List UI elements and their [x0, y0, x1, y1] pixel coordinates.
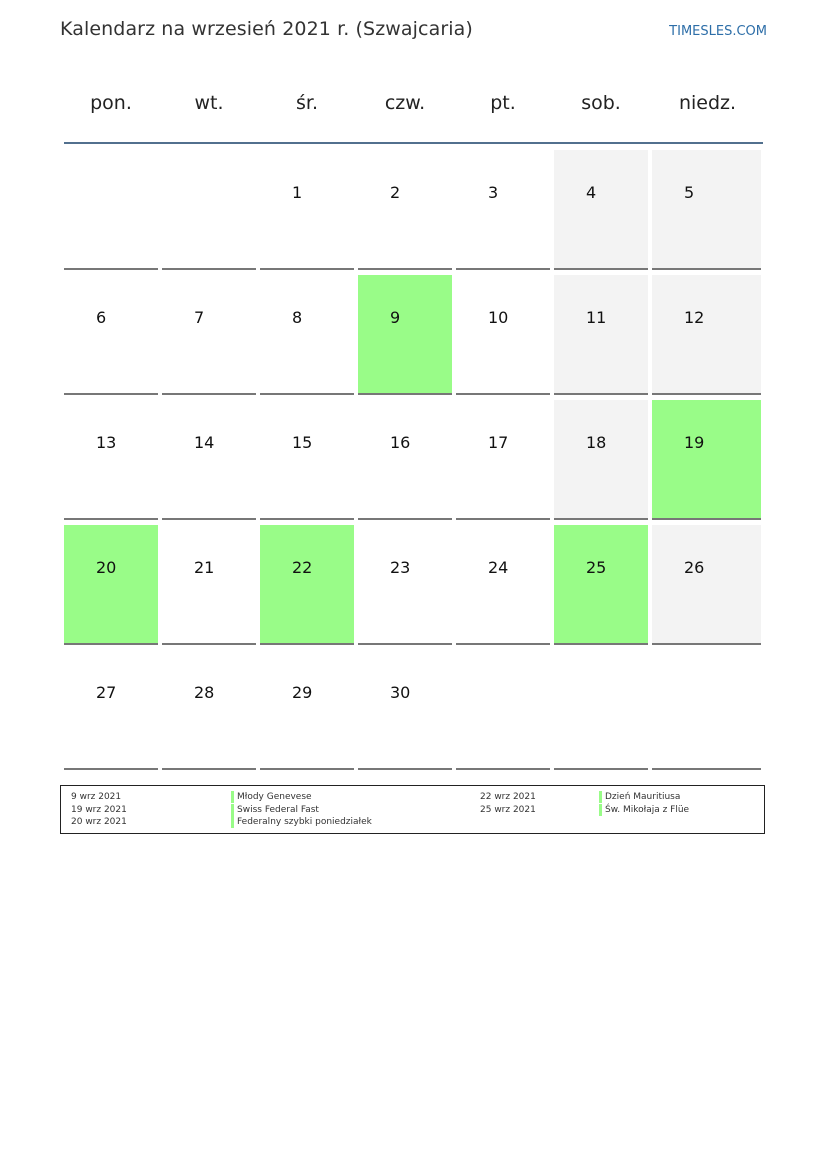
day-number: 14	[194, 433, 215, 452]
day-cell	[64, 150, 158, 270]
day-number: 12	[684, 308, 705, 327]
calendar-grid	[64, 150, 763, 770]
day-cell-empty	[554, 650, 648, 770]
legend-date: 20 wrz 2021	[71, 817, 127, 827]
legend-holiday-name: Dzień Mauritiusa	[599, 791, 680, 803]
legend-date: 19 wrz 2021	[71, 805, 127, 815]
day-cell	[162, 650, 256, 770]
holiday-legend	[60, 785, 765, 834]
day-number: 19	[684, 433, 705, 452]
weekday-header-row	[62, 92, 765, 114]
day-number: 13	[96, 433, 117, 452]
weekday-monday: pon.	[90, 92, 132, 114]
day-cell	[358, 400, 452, 520]
legend-holiday-name: Św. Mikołaja z Flüe	[599, 804, 689, 816]
day-cell-empty	[456, 650, 550, 770]
day-number: 2	[390, 183, 401, 202]
day-number: 6	[96, 308, 107, 327]
day-cell	[456, 150, 550, 270]
day-number: 5	[684, 183, 695, 202]
day-cell-empty	[652, 650, 761, 770]
day-number: 4	[586, 183, 597, 202]
day-cell	[162, 150, 256, 270]
day-number: 16	[390, 433, 411, 452]
weekday-tuesday: wt.	[194, 92, 224, 114]
day-cell	[260, 400, 354, 520]
day-number: 17	[488, 433, 509, 452]
day-cell-holiday	[652, 400, 761, 520]
day-cell	[64, 400, 158, 520]
day-cell-holiday	[64, 525, 158, 645]
weekday-saturday: sob.	[581, 92, 621, 114]
legend-date: 9 wrz 2021	[71, 792, 122, 802]
page-title: Kalendarz na wrzesień 2021 r. (Szwajcaria)	[60, 18, 473, 40]
site-link[interactable]: TIMESLES.COM	[669, 24, 767, 39]
day-number: 15	[292, 433, 313, 452]
day-cell	[64, 275, 158, 395]
legend-date: 25 wrz 2021	[480, 805, 536, 815]
day-number: 24	[488, 558, 509, 577]
day-cell	[456, 400, 550, 520]
day-number: 7	[194, 308, 205, 327]
day-cell	[260, 150, 354, 270]
day-number: 27	[96, 683, 117, 702]
day-cell-weekend	[652, 150, 761, 270]
day-cell-weekend	[652, 525, 761, 645]
day-number: 30	[390, 683, 411, 702]
day-number: 29	[292, 683, 313, 702]
weekday-wednesday: śr.	[295, 92, 318, 114]
day-number: 3	[488, 183, 499, 202]
day-cell-holiday	[260, 525, 354, 645]
weekday-sunday: niedz.	[678, 92, 737, 114]
day-number: 22	[292, 558, 313, 577]
day-number: 9	[390, 308, 401, 327]
day-cell	[162, 525, 256, 645]
day-number: 8	[292, 308, 303, 327]
day-cell	[162, 275, 256, 395]
day-cell	[64, 650, 158, 770]
legend-holiday-name: Federalny szybki poniedziałek	[231, 816, 372, 828]
header-divider	[64, 142, 763, 144]
day-cell-weekend	[554, 150, 648, 270]
day-cell	[358, 650, 452, 770]
day-cell-holiday	[554, 525, 648, 645]
day-number: 28	[194, 683, 215, 702]
day-number: 20	[96, 558, 117, 577]
day-cell	[456, 525, 550, 645]
day-cell	[260, 650, 354, 770]
day-number: 25	[586, 558, 607, 577]
day-number: 1	[292, 183, 303, 202]
day-cell-holiday	[358, 275, 452, 395]
day-number: 10	[488, 308, 509, 327]
day-cell	[260, 275, 354, 395]
day-number: 23	[390, 558, 411, 577]
day-cell-weekend	[554, 275, 648, 395]
day-number: 21	[194, 558, 215, 577]
day-number: 11	[586, 308, 607, 327]
day-number: 26	[684, 558, 705, 577]
legend-holiday-name: Młody Genevese	[231, 791, 312, 803]
day-cell	[358, 525, 452, 645]
day-cell-weekend	[652, 275, 761, 395]
day-cell-weekend	[554, 400, 648, 520]
day-cell	[162, 400, 256, 520]
day-cell	[456, 275, 550, 395]
day-cell	[358, 150, 452, 270]
day-number: 18	[586, 433, 607, 452]
weekday-thursday: czw.	[384, 92, 426, 114]
legend-date: 22 wrz 2021	[480, 792, 536, 802]
weekday-friday: pt.	[490, 92, 516, 114]
legend-holiday-name: Swiss Federal Fast	[231, 804, 319, 816]
